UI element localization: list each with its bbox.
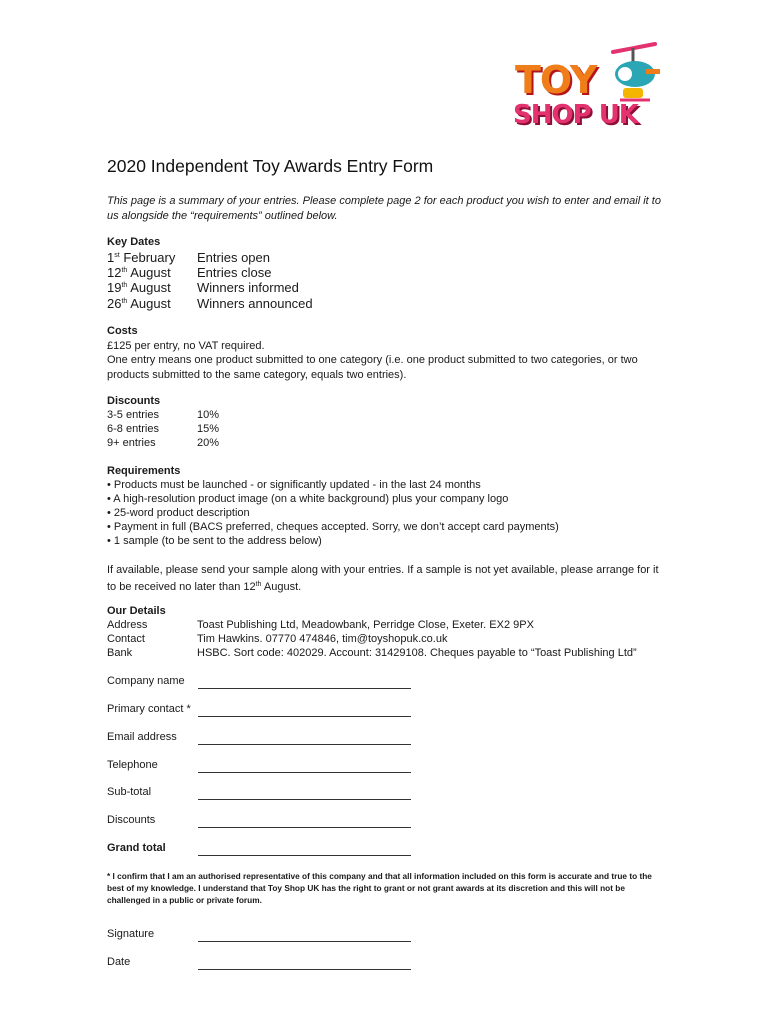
- detail-row-contact: Contact Tim Hawkins. 07770 474846, tim@toyshopuk.co.uk: [107, 633, 448, 645]
- detail-row-address: Address Toast Publishing Ltd, Meadowbank, Perridge Close, Exeter. EX2 9PX: [107, 619, 534, 631]
- subtotal-label: Sub-total: [107, 786, 152, 798]
- discounts-input[interactable]: [198, 827, 411, 828]
- discount-row: 6-8 entries 15%: [107, 423, 220, 435]
- detail-row-bank: Bank HSBC. Sort code: 402029. Account: 31429108. Cheques payable to “Toast Publishing Ltd”: [107, 647, 637, 659]
- company-name-input[interactable]: [198, 688, 411, 689]
- key-date-row: 19th August Winners informed: [107, 280, 299, 295]
- declaration-text: * I confirm that I am an authorised representative of this company and that all information included on this form is accurate and true to the best of my knowledge. I understand that Toy Shop UK has the right to grant or not grant awards at its discretion and this will not be challenged in a public or private forum.: [107, 871, 652, 905]
- requirement-item: • A high-resolution product image (on a white background) plus your company logo: [107, 493, 509, 505]
- key-date-row: 1st February Entries open: [107, 250, 270, 265]
- toy-shop-uk-logo: [505, 40, 665, 140]
- our-details-heading: Our Details: [107, 605, 166, 617]
- primary-contact-input[interactable]: [198, 716, 411, 717]
- discount-row: 3-5 entries 10%: [107, 409, 220, 421]
- primary-contact-label: Primary contact *: [107, 703, 191, 715]
- page-title: 2020 Independent Toy Awards Entry Form: [107, 156, 434, 176]
- logo-word-shop-uk: SHOP UK: [513, 100, 638, 130]
- date-input[interactable]: [198, 969, 411, 970]
- key-date-row: 12th August Entries close: [107, 265, 272, 280]
- discounts-heading: Discounts: [107, 395, 161, 407]
- discount-row: 9+ entries 20%: [107, 437, 220, 449]
- email-label: Email address: [107, 731, 177, 743]
- requirements-heading: Requirements: [107, 465, 181, 477]
- signature-label: Signature: [107, 928, 155, 940]
- requirement-item: • 1 sample (to be sent to the address below): [107, 535, 322, 547]
- signature-input[interactable]: [198, 941, 411, 942]
- discounts-label: Discounts: [107, 814, 156, 826]
- costs-heading: Costs: [107, 325, 138, 337]
- telephone-label: Telephone: [107, 759, 158, 771]
- date-label: Date: [107, 956, 131, 968]
- email-input[interactable]: [198, 744, 411, 745]
- telephone-input[interactable]: [198, 772, 411, 773]
- requirement-item: • 25-word product description: [107, 507, 250, 519]
- costs-line-1: £125 per entry, no VAT required.: [107, 340, 265, 352]
- key-date-row: 26th August Winners announced: [107, 296, 313, 311]
- grand-total-label: Grand total: [107, 842, 166, 854]
- key-dates-heading: Key Dates: [107, 236, 161, 248]
- logo-word-toy: TOY: [515, 58, 597, 102]
- intro-text: This page is a summary of your entries. Please complete page 2 for each product you wish to enter and email it to us alongside the “requirements” outlined below.: [107, 195, 661, 222]
- subtotal-input[interactable]: [198, 799, 411, 800]
- grand-total-input[interactable]: [198, 855, 411, 856]
- company-name-label: Company name: [107, 675, 185, 687]
- sample-note: If available, please send your sample along with your entries. If a sample is not yet available, please arrange for it to be received no later than 12th August.: [107, 564, 659, 593]
- requirement-item: • Products must be launched - or significantly updated - in the last 24 months: [107, 479, 481, 491]
- costs-line-2: One entry means one product submitted to one category (i.e. one product submitted to two categories, or two products submitted to the same category, equals two entries).: [107, 354, 638, 381]
- requirement-item: • Payment in full (BACS preferred, cheques accepted. Sorry, we don’t accept card payments): [107, 521, 559, 533]
